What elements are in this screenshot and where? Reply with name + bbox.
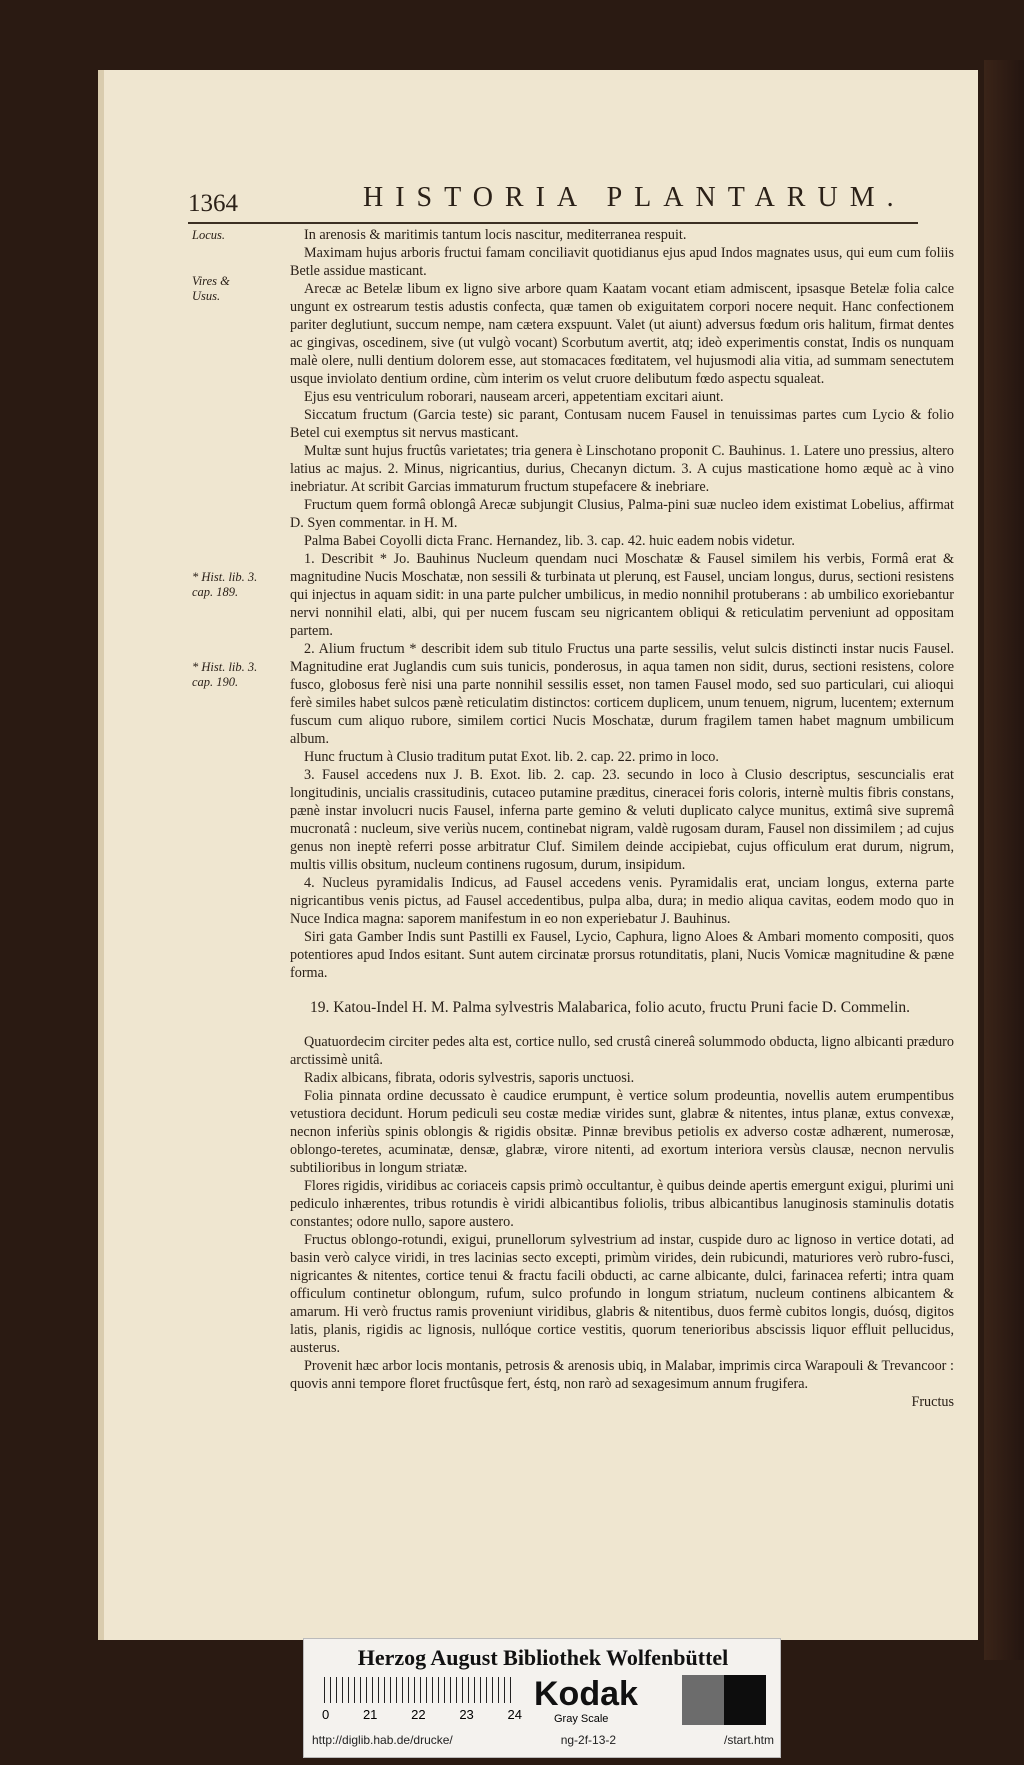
margin-note-hist-190: * Hist. lib. 3. cap. 190. [192,660,258,689]
page-header [188,182,918,220]
page-number: 1364 [188,190,238,217]
paragraph: 4. Nucleus pyramidalis Indicus, ad Fausel accedens venis. Pyramidalis erat, unciam longus, externa parte nigricantibus venis pictus, ad Fausel accedentibus, pulpa alba, dura; in medio aliqua cavitas, eodem modo quo in Nuce Indica magna: saporem manifestum in eo non experiebatur J. Bauhinus. [290,875,954,927]
book-edge [984,60,1024,1660]
color-calibration-card [303,1638,781,1758]
margin-note-vires: Vires & Usus. [192,274,230,303]
source-url: http://diglib.hab.de/drucke/ [312,1733,453,1747]
ruler-number: 23 [459,1707,474,1722]
paragraph: Quatuordecim circiter pedes alta est, cortice nullo, sed crustâ cinereâ solummodo obducta, ligno albicanti præduro arctissimè unitâ. [290,1034,954,1068]
paragraph: Multæ sunt hujus fructûs varietates; tria genera è Linschotano proponit C. Bauhinus. 1. Latere uno pressius, altero latius ac majus. 2. Minus, nigricantius, durius, Checanyn dictum. 3. A cujus masticatione homo æquè ac à vino inebriatur. At scribit Garcias immaturum fructum stupefacere & inebriare. [290,443,954,495]
section-heading: 19. Katou-Indel H. M. Palma sylvestris Malabarica, folio acuto, fructu Pruni facie D. Commelin. [310,999,911,1016]
paragraph: Siccatum fructum (Garcia teste) sic parant, Contusam nucem Fausel in tenuissimas partes cum Lycio & folio Betel cui exemptus sit nervus masticant. [290,407,954,441]
footer-url-row [312,1733,774,1747]
black-swatch [724,1675,766,1725]
gray-swatch [682,1675,724,1725]
paragraph: Fructum quem formâ oblongâ Arecæ subjungit Clusius, Palma-pini suæ nucleo idem existimat Lobelius, affirmat D. Syen commentar. in H. M. [290,497,954,531]
library-name: Herzog August Bibliothek Wolfenbüttel [357,1645,729,1670]
paragraph: 1. Describit * Jo. Bauhinus Nucleum quendam nuci Moschatæ & Fausel similem his verbis, Formâ erat & magnitudine Nucis Moschatæ, non sessili & turbinata ut plerunq, est Fausel, unciam longus, durus, sectioni resistens qui injectus in aquam sidit: in una parte pulcher umbilicus, in medio nonnihil protuberans : ab umbilico exoriebantur nervi nonnihil elati, albi, qui per nucem fuscam seu nigricantem obliqui & reticulatim perveniunt ad oppositam partem. [290,551,954,639]
gray-scale-label: Gray Scale [554,1713,609,1725]
paragraph: Flores rigidis, viridibus ac coriaceis capsis primò occultantur, è quibus deinde apertis emergunt exigui, plurimi uni pediculo inhærentes, tribus rotundis è viridi albicantibus foliolis, tribus albicantibus lanuginosis staminulis dotatis constantes; odore nullo, sapore austero. [290,1178,954,1230]
margin-note-locus: Locus. [192,228,225,242]
paragraph: Siri gata Gamber Indis sunt Pastilli ex Fausel, Lycio, Caphura, ligno Aloes & Ambari momento compositi, quos potentiores apud Indos esitant. Sunt autem circinatæ prorsus rotunditatis, plani, Nucis Vomicæ magnitudine & pæne forma. [290,929,954,981]
paragraph: Provenit hæc arbor locis montanis, petrosis & arenosis ubiq, in Malabar, imprimis circa Warapouli & Trevancoor : quovis anni tempore floret fructûsque fert, éstq, non rarò ad sexagesimum annum frugifera. [290,1358,954,1392]
paragraph: In arenosis & maritimis tantum locis nascitur, mediterranea respuit. [304,227,687,243]
paragraph: Hunc fructum à Clusio traditum putat Exot. lib. 2. cap. 22. primo in loco. [304,749,719,765]
page-body [290,226,954,1411]
paragraph: Folia pinnata ordine decussato è caudice erumpunt, è vertice solum prodeuntia, novellis autem erumpentibus vetustiora decidunt. Horum pediculi seu costæ mediæ virides sunt, glabræ & nitentes, intus planæ, extus convexæ, necnon inferiùs spinis oblongis & rigidis obsitæ. Pinnæ brevibus petiolis ex adverso costæ adhærent, numerosæ, oblongo-teretes, acuminatæ, densæ, glabræ, virore nitenti, ad exortum interiora versùs clausæ, necnon nervulis subtilioribus in longum striatæ. [290,1088,954,1176]
kodak-logo: Kodak [534,1675,638,1713]
ruler-number: 21 [362,1707,378,1722]
paragraph: 3. Fausel accedens nux J. B. Exot. lib. 2. cap. 23. secundo in loco à Clusio descriptus, sescuncialis erat longitudinis, uncialis crassitudinis, cutaceo putamine præditus, cineracei foris coloris, internè multis fibris constans, pænè instar involucri nucis Fausel, inferna parte gemino & veluti duplicato calyce munitus, extimâ sive supremâ mucronatâ : nucleum, sive veriùs nucem, continebat nigram, valdè rugosam duram, Fausel non dissimilem ; ad cujus genus non ineptè referri posse arbitratur Cluf. Similem deinde accipiebat, cujus officulum erat durum, nigrum, multis villis obsitum, nucleum continens rugosum, durum, insipidum. [290,767,954,873]
margin-note-hist-189: * Hist. lib. 3. cap. 189. [192,570,258,599]
ruler-numbers [322,1707,522,1722]
header-rule [188,222,918,224]
ruler-number: 22 [411,1707,426,1722]
scale-ruler [324,1677,514,1703]
paragraph: Palma Babei Coyolli dicta Franc. Hernandez, lib. 3. cap. 42. huic eadem nobis videtur. [304,533,795,549]
paragraph: Maximam hujus arboris fructui famam conciliavit quotidianus ejus apud Indos magnates usus, qui eum cum foliis Betle assidue masticant. [290,245,954,279]
paragraph: Ejus esu ventriculum roborari, nauseam arceri, appetentiam excitari aiunt. [304,389,724,405]
page-title: HISTORIA PLANTARUM. [363,182,906,213]
catchword: Fructus [911,1394,954,1410]
ruler-number: 24 [507,1707,522,1722]
paragraph: Arecæ ac Betelæ libum ex ligno sive arbore quam Kaatam vocant etiam admiscent, ipsasque Betelæ folia calce ungunt ex ostrearum testis adustis confecta, quæ tamen ob exiguitatem corpori nocere nequit. Hanc confectionem pariter deglutiunt, succum nempe, nam cætera exspuunt. Valet (ut aiunt) adversus fœdum oris halitum, firmat dentes ac gingivas, oscedinem, sive (ut vulgò vocant) Scorbutum avertit, atq; ideò experimentis constat, Indis os nunquam malè olere, nulli dentium dolorem esse, aut stomacaces fœditatem, vel hujusmodi alia vitia, ad summam senectutem usque inviolato dentium ordine, cùm interim os velut cruore delibutum fœdo aspectu squaleat. [290,281,954,387]
paragraph: 2. Alium fructum * describit idem sub titulo Fructus una parte sessilis, velut sulcis distincti instar nucis Fausel. Magnitudine erat Juglandis cum suis tunicis, ponderosus, in aqua tamen non sidit, durus, sectioni resistens, colore fusco, globosus ferè nisi una parte nonnihil sessilis esset, non tamen Fausel modo, sed suo particulari, cui alioqui ferè similes habet sulcos pænè reticulatim distinctos: corticem duplicem, unum tenuem, nigrum, lucentem; externum fuscum cum aliquo rubore, similem cortici Nucis Moschatæ, durum fragilem tamen habet magnum umbilicum album. [290,641,954,747]
paragraph: Fructus oblongo-rotundi, exigui, prunellorum sylvestrium ad instar, cuspide duro ac lignoso in vertice dotati, ad basin verò calyce viridi, in tres lacinias secto excepti, primùm virides, dein rubicundi, maturiores verò rubro-fusci, nigricantes & nitentes, cortice tenui & fractu facili obducti, ac carne albicante, dulci, farinacea referti; intra quam officulum continetur oblongum, rufum, sulco profundo in longum striatum, nucleum continens albicantem & amarum. Hi verò fructus ramis proveniunt viridibus, glabris & nitentibus, duos fermè cubitos longis, duósq, digitos latis, planis, rigidis ac lignosis, nullóque cortice vestitis, quorum tenerioribus abscissis liquor effluit pellucidus, austerus. [290,1232,954,1356]
paragraph: Radix albicans, fibrata, odoris sylvestris, saporis unctuosi. [304,1070,635,1086]
shelfmark: ng-2f-13-2 [560,1733,617,1747]
start-link: /start.htm [723,1733,774,1747]
ruler-number: 0 [322,1707,330,1722]
